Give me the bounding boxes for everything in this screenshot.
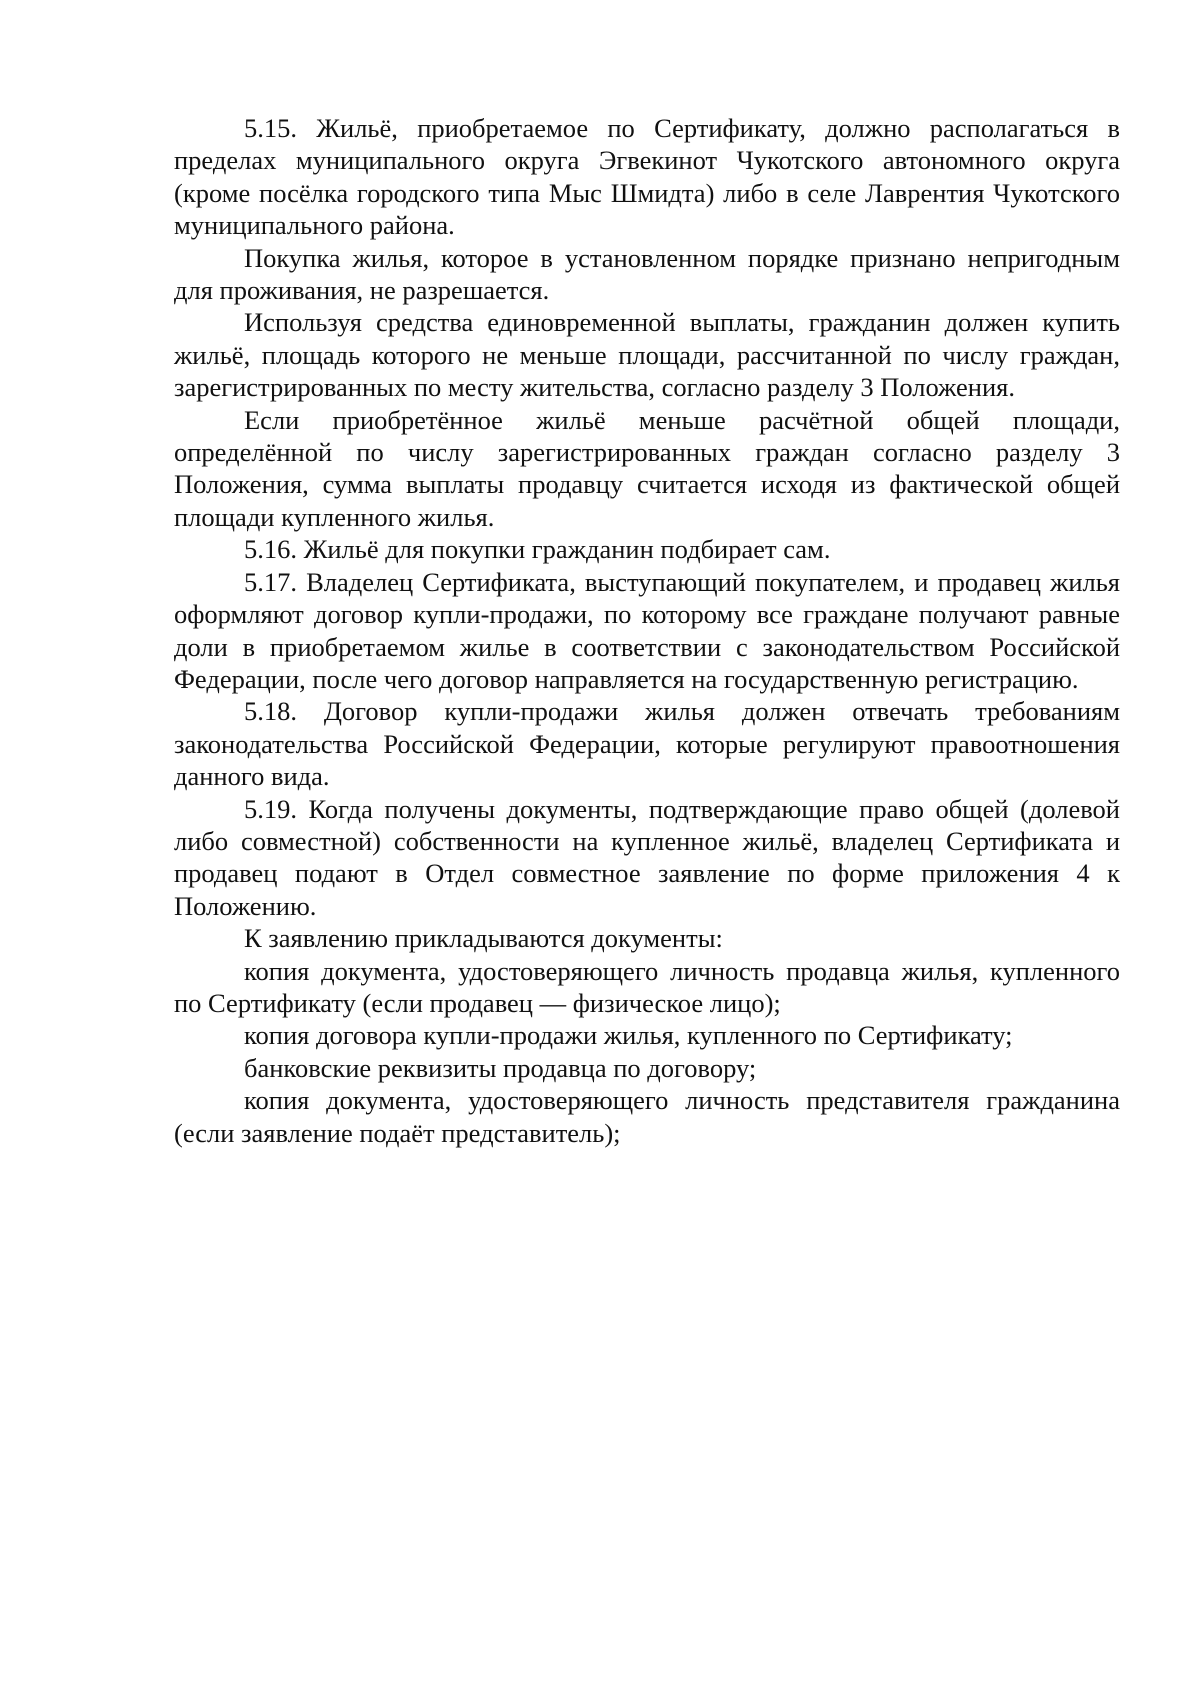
list-item-seller-id: копия документа, удостоверяющего личность продавца жилья, купленного по Сертификату (если продавец — физическое лицо); — [174, 955, 1120, 1018]
paragraph-5-18: 5.18. Договор купли-продажи жилья должен отвечать требованиям законодательства Российской Федерации, которые регулируют правоотношения данного вида. — [174, 696, 1120, 792]
paragraph-unfit-housing: Покупка жилья, которое в установленном порядке признано непригодным для проживания, не разрешается. — [174, 242, 1120, 306]
paragraph-5-15: 5.15. Жильё, приобретаемое по Сертификату, должно располагаться в пределах муниципального округа Эгвекинот Чукотского автономного округа (кроме посёлка городского типа Мыс Шмидта) либо в селе Лаврентия Чукотского муниципального района. — [174, 113, 1120, 241]
list-item-bank-details: банковские реквизиты продавца по договору; — [244, 1052, 757, 1083]
paragraph-5-17: 5.17. Владелец Сертификата, выступающий покупателем, и продавец жилья оформляют договор купли-продажи, по которому все граждане получают равные доли в приобретаемом жилье в соответствии с законодательством Российской Федерации, после чего договор направляется на государственную регистрацию. — [174, 566, 1120, 694]
paragraph-minimum-area: Используя средства единовременной выплаты, гражданин должен купить жильё, площадь которого не меньше площади, рассчитанной по числу граждан, зарегистрированных по месту жительства, согласно разделу 3 Положения. — [174, 307, 1120, 403]
paragraph-attachments-intro: К заявлению прикладываются документы: — [244, 923, 723, 954]
paragraph-5-16: 5.16. Жильё для покупки гражданин подбирает сам. — [244, 534, 831, 565]
paragraph-5-19: 5.19. Когда получены документы, подтверждающие право общей (долевой либо совместной) собственности на купленное жильё, владелец Сертификата и продавец подают в Отдел совместное заявление по форме приложения 4 к Положению. — [174, 793, 1120, 921]
list-item-representative-id: копия документа, удостоверяющего личность представителя гражданина (если заявление подаёт представитель); — [174, 1085, 1120, 1148]
paragraph-smaller-area: Если приобретённое жильё меньше расчётной общей площади, определённой по числу зарегистрированных граждан согласно разделу 3 Положения, сумма выплаты продавцу считается исходя из фактической общей площади купленного жилья. — [174, 404, 1120, 532]
list-item-contract-copy: копия договора купли-продажи жилья, купленного по Сертификату; — [244, 1020, 1013, 1051]
document-page — [174, 112, 1120, 1149]
